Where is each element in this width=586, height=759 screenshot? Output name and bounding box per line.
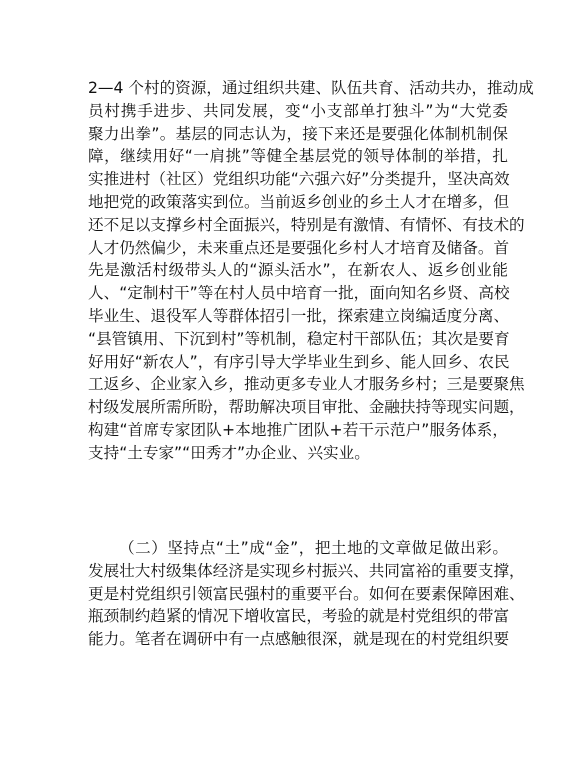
text-line: 村级发展所需所盼，帮助解决项目审批、金融扶持等现实问题， (88, 398, 525, 417)
text-line: 瓶颈制约趋紧的情况下增收富民，考验的就是村党组织的带富 (88, 607, 510, 626)
body-paragraph-2 (88, 537, 525, 651)
text-line: 工返乡、企业家入乡，推动更多专业人才服务乡村；三是要聚焦 (88, 375, 525, 394)
text-line: 实推进村（社区）党组织功能“六强六好”分类提升，坚决高效 (88, 170, 510, 189)
text-line: 还不足以支撑乡村全面振兴，特别是有激情、有情怀、有技术的 (88, 215, 525, 234)
text-line: 构建“首席专家团队+本地推广团队+若干示范户”服务体系， (88, 420, 508, 439)
text-line: 聚力出拳”。基层的同志认为，接下来还是要强化体制机制保 (88, 124, 508, 143)
text-line: 人才仍然偏少，未来重点还是要强化乡村人才培育及储备。首 (88, 238, 510, 257)
text-line: 毕业生、退役军人等群体招引一批，探索建立岗编适度分离、 (88, 306, 510, 325)
text-line: 更是村党组织引领富民强村的重要平台。如何在要素保障困难、 (88, 584, 525, 603)
text-line: 支持“土专家”“田秀才”办企业、兴实业。 (88, 443, 370, 462)
text-line: 2—4 个村的资源，通过组织共建、队伍共育、活动共办，推动成 (88, 79, 534, 97)
body-paragraph-1 (88, 77, 534, 465)
text-line: 发展壮大村级集体经济是实现乡村振兴、共同富裕的重要支撑， (88, 561, 525, 580)
text-line: 好用好“新农人”，有序引导大学毕业生到乡、能人回乡、农民 (88, 352, 510, 371)
section-heading-line: （二）坚持点“土”成“金”，把土地的文章做足做出彩。 (119, 539, 508, 557)
text-line: 员村携手进步、共同发展，变“小支部单打独斗”为“大党委 (88, 101, 508, 120)
text-line: 障，继续用好“一肩挑”等健全基层党的领导体制的举措，扎 (88, 147, 508, 166)
text-line: “县管镇用、下沉到村”等机制，稳定村干部队伍；其次是要育 (88, 329, 510, 348)
text-line: 地把党的政策落实到位。当前返乡创业的乡土人才在增多，但 (88, 192, 510, 211)
text-line: 先是激活村级带头人的“源头活水”，在新农人、返乡创业能 (88, 261, 508, 280)
text-line: 人、“定制村干”等在村人员中培育一批，面向知名乡贤、高校 (88, 284, 510, 303)
text-line: 能力。笔者在调研中有一点感触很深，就是现在的村党组织要 (88, 630, 510, 649)
